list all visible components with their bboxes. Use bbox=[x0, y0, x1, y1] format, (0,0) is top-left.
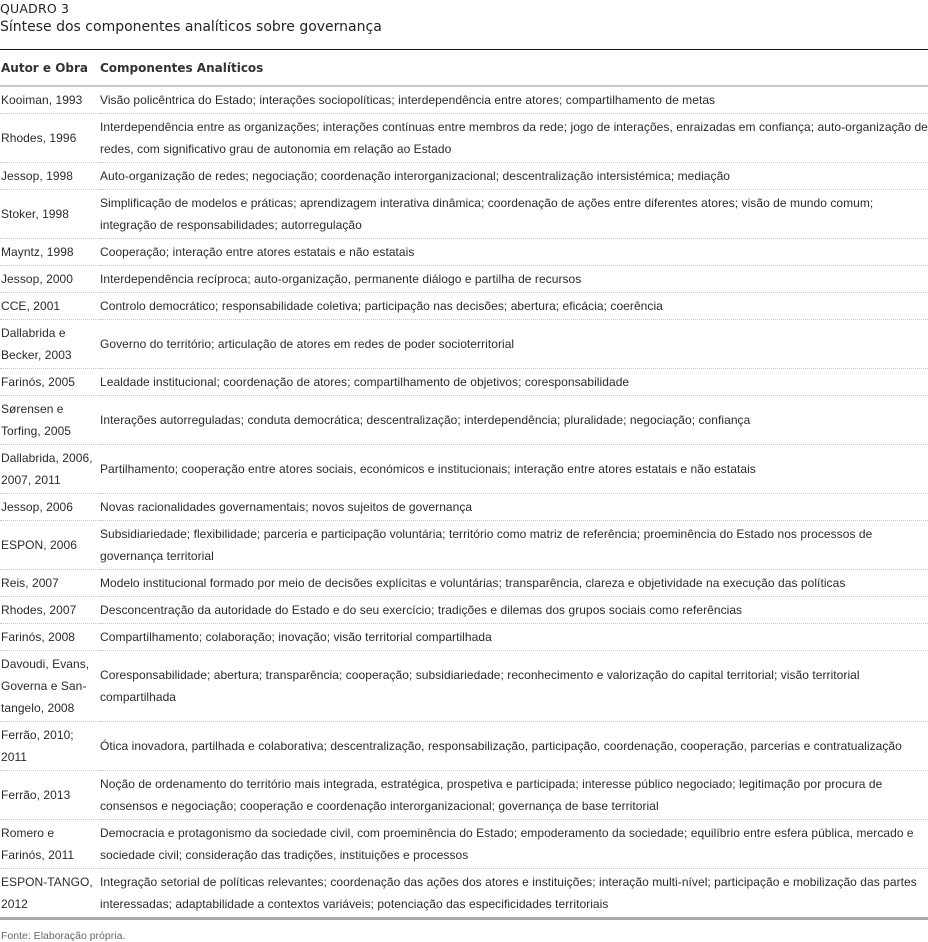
author-cell: ESPON, 2006 bbox=[0, 521, 100, 570]
author-cell: Rhodes, 2007 bbox=[0, 597, 100, 624]
components-cell: Noção de ordenamento do território mais integrada, estratégica, prospetiva e participada; interesse público negociado; legitimação por procura de consensos e negociação; cooperação e coordenação interorganizacional; governança de base territorial bbox=[100, 771, 928, 820]
components-cell: Visão policêntrica do Estado; interações sociopolíticas; interdependência entre atores; compartilhamento de metas bbox=[100, 86, 928, 114]
table-row bbox=[0, 570, 928, 597]
table-row bbox=[0, 163, 928, 190]
components-cell: Novas racionalidades governamentais; novos sujeitos de governança bbox=[100, 494, 928, 521]
table-row bbox=[0, 521, 928, 570]
table-row bbox=[0, 190, 928, 239]
table-row bbox=[0, 239, 928, 266]
table-row bbox=[0, 494, 928, 521]
table-row bbox=[0, 624, 928, 651]
table-row bbox=[0, 722, 928, 771]
components-cell: Compartilhamento; colaboração; inovação; visão territorial compartilhada bbox=[100, 624, 928, 651]
table-row bbox=[0, 369, 928, 396]
components-cell: Controlo democrático; responsabilidade coletiva; participação nas decisões; abertura; eficácia; coerência bbox=[100, 293, 928, 320]
components-cell: Cooperação; interação entre atores estatais e não estatais bbox=[100, 239, 928, 266]
author-cell: Jessop, 1998 bbox=[0, 163, 100, 190]
table-row bbox=[0, 266, 928, 293]
author-cell: Jessop, 2000 bbox=[0, 266, 100, 293]
author-cell: Mayntz, 1998 bbox=[0, 239, 100, 266]
author-cell: Farinós, 2008 bbox=[0, 624, 100, 651]
table-row bbox=[0, 320, 928, 369]
author-cell: Ferrão, 2010; 2011 bbox=[0, 722, 100, 771]
governance-table bbox=[0, 50, 928, 920]
table-row bbox=[0, 293, 928, 320]
figure-label: QUADRO 3 bbox=[0, 1, 70, 16]
components-cell: Subsidiariedade; flexibilidade; parceria e participação voluntária; território como matriz de referência; proeminência do Estado nos processos de governança territorial bbox=[100, 521, 928, 570]
components-cell: Ótica inovadora, partilhada e colaborativa; descentralização, responsabilização, participação, coordenação, cooperação, parcerias e contratualização bbox=[100, 722, 928, 771]
author-cell: Jessop, 2006 bbox=[0, 494, 100, 521]
components-cell: Interações autorreguladas; conduta democrática; descentralização; interdependência; pluralidade; negociação; confiança bbox=[100, 396, 928, 445]
components-cell: Integração setorial de políticas relevantes; coordenação das ações dos atores e instituições; interação multi-nível; participação e mobilização das partes interessadas; adaptabilidade a contextos variáveis; potenciação das especificidades territoriais bbox=[100, 869, 928, 919]
author-cell: Farinós, 2005 bbox=[0, 369, 100, 396]
table-row bbox=[0, 820, 928, 869]
author-cell: Dallabrida, 2006, 2007, 2011 bbox=[0, 445, 100, 494]
table-row bbox=[0, 869, 928, 919]
author-cell: CCE, 2001 bbox=[0, 293, 100, 320]
author-cell: ESPON-TANGO, 2012 bbox=[0, 869, 100, 919]
table-row bbox=[0, 771, 928, 820]
components-cell: Governo do território; articulação de atores em redes de poder socioterritorial bbox=[100, 320, 928, 369]
components-cell: Simplificação de modelos e práticas; aprendizagem interativa dinâmica; coordenação de ações entre diferentes atores; visão de mundo comum; integração de responsabilidades; autorregulação bbox=[100, 190, 928, 239]
table-row bbox=[0, 651, 928, 722]
figure-title: Síntese dos componentes analíticos sobre governança bbox=[0, 19, 382, 35]
author-cell: Reis, 2007 bbox=[0, 570, 100, 597]
components-cell: Desconcentração da autoridade do Estado e do seu exercício; tradições e dilemas dos grupos sociais como referências bbox=[100, 597, 928, 624]
components-cell: Interdependência entre as organizações; interações contínuas entre membros da rede; jogo de interações, enraizadas em confiança; auto-organização de redes, com significativo grau de autonomia em relação ao Estado bbox=[100, 114, 928, 163]
components-cell: Democracia e protagonismo da sociedade civil, com proeminência do Estado; empoderamento da sociedade; equilíbrio entre esfera pública, mercado e sociedade civil; consideração das tradições, instituições e processos bbox=[100, 820, 928, 869]
table-body bbox=[0, 86, 928, 919]
components-cell: Auto-organização de redes; negociação; coordenação interorganizacional; descentralização intersistémica; mediação bbox=[100, 163, 928, 190]
source-note: Fonte: Elaboração própria. bbox=[1, 930, 126, 942]
components-cell: Coresponsabilidade; abertura; transparência; cooperação; subsidiariedade; reconhecimento e valorização do capital territorial; visão territorial compartilhada bbox=[100, 651, 928, 722]
components-cell: Partilhamento; cooperação entre atores sociais, económicos e institucionais; interação entre atores estatais e não estatais bbox=[100, 445, 928, 494]
author-cell: Rhodes, 1996 bbox=[0, 114, 100, 163]
table-row bbox=[0, 445, 928, 494]
author-cell: Dallabrida e Becker, 2003 bbox=[0, 320, 100, 369]
author-cell: Stoker, 1998 bbox=[0, 190, 100, 239]
table-row bbox=[0, 597, 928, 624]
table-header-row bbox=[0, 50, 928, 86]
table-row bbox=[0, 114, 928, 163]
author-cell: Ferrão, 2013 bbox=[0, 771, 100, 820]
table-row bbox=[0, 86, 928, 114]
author-cell: Sørensen e Torfing, 2005 bbox=[0, 396, 100, 445]
header-author: Autor e Obra bbox=[0, 50, 100, 86]
author-cell: Kooiman, 1993 bbox=[0, 86, 100, 114]
author-cell: Davoudi, Evans, Governa e San-tangelo, 2008 bbox=[0, 651, 100, 722]
components-cell: Interdependência recíproca; auto-organização, permanente diálogo e partilha de recursos bbox=[100, 266, 928, 293]
header-components: Componentes Analíticos bbox=[100, 50, 928, 86]
table-row bbox=[0, 396, 928, 445]
components-cell: Lealdade institucional; coordenação de atores; compartilhamento de objetivos; coresponsabilidade bbox=[100, 369, 928, 396]
author-cell: Romero e Farinós, 2011 bbox=[0, 820, 100, 869]
components-cell: Modelo institucional formado por meio de decisões explícitas e voluntárias; transparência, clareza e objetividade na execução das políticas bbox=[100, 570, 928, 597]
